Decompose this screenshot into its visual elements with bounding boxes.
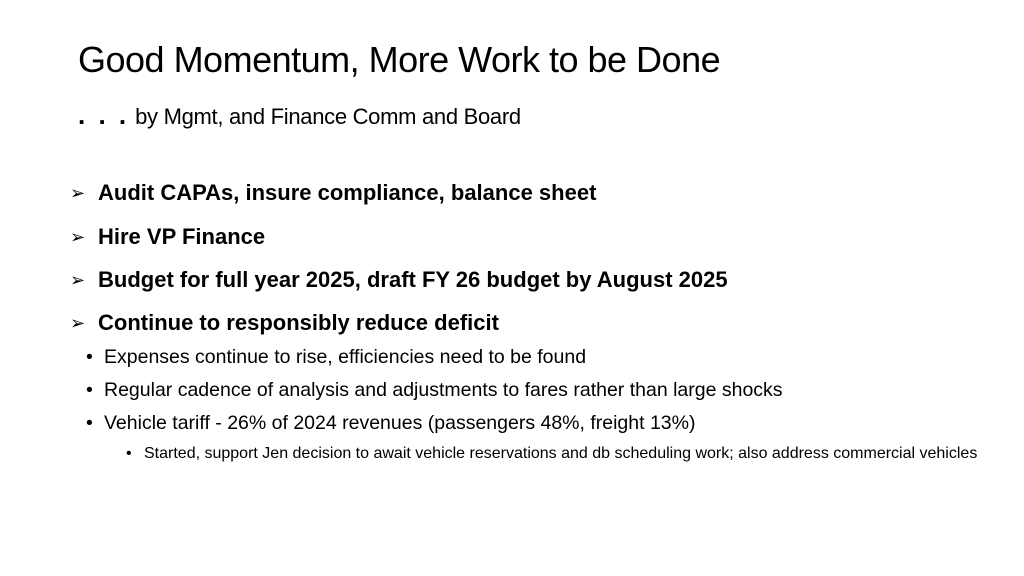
dot-bullet-icon: •	[86, 379, 93, 401]
sub-bullet-text: Vehicle tariff - 26% of 2024 revenues (passengers 48%, freight 13%)	[104, 412, 696, 434]
dot-bullet-icon: •	[126, 445, 132, 462]
slide-title: Good Momentum, More Work to be Done	[78, 39, 721, 80]
sub-bullet-cadence	[86, 377, 783, 403]
subtitle-ellipsis: . . .	[78, 100, 130, 130]
arrow-bullet-icon: ➢	[70, 227, 86, 247]
bullet-item-hire	[70, 222, 265, 252]
dot-bullet-icon: •	[86, 346, 93, 368]
arrow-bullet-icon: ➢	[70, 313, 86, 333]
bullet-text: Budget for full year 2025, draft FY 26 budget by August 2025	[98, 267, 728, 292]
arrow-bullet-icon: ➢	[70, 183, 86, 203]
arrow-bullet-icon: ➢	[70, 270, 86, 290]
sub-sub-bullet-text: Started, support Jen decision to await vehicle reservations and db scheduling work; also address commercial vehicles	[144, 445, 978, 462]
subtitle-text: by Mgmt, and Finance Comm and Board	[135, 104, 521, 129]
sub-bullet-vehicle-tariff	[86, 410, 695, 436]
sub-bullet-expenses	[86, 344, 586, 370]
sub-sub-bullet-started	[126, 443, 986, 465]
bullet-text: Continue to responsibly reduce deficit	[98, 310, 499, 335]
bullet-item-budget	[70, 265, 728, 295]
bullet-text: Hire VP Finance	[98, 224, 266, 249]
slide-subtitle	[78, 100, 521, 132]
bullet-item-deficit	[70, 308, 499, 338]
bullet-item-audit	[70, 178, 596, 208]
sub-bullet-text: Regular cadence of analysis and adjustments to fares rather than large shocks	[104, 379, 783, 401]
dot-bullet-icon: •	[86, 412, 93, 434]
sub-bullet-text: Expenses continue to rise, efficiencies need to be found	[104, 346, 587, 368]
bullet-text: Audit CAPAs, insure compliance, balance sheet	[98, 180, 597, 205]
